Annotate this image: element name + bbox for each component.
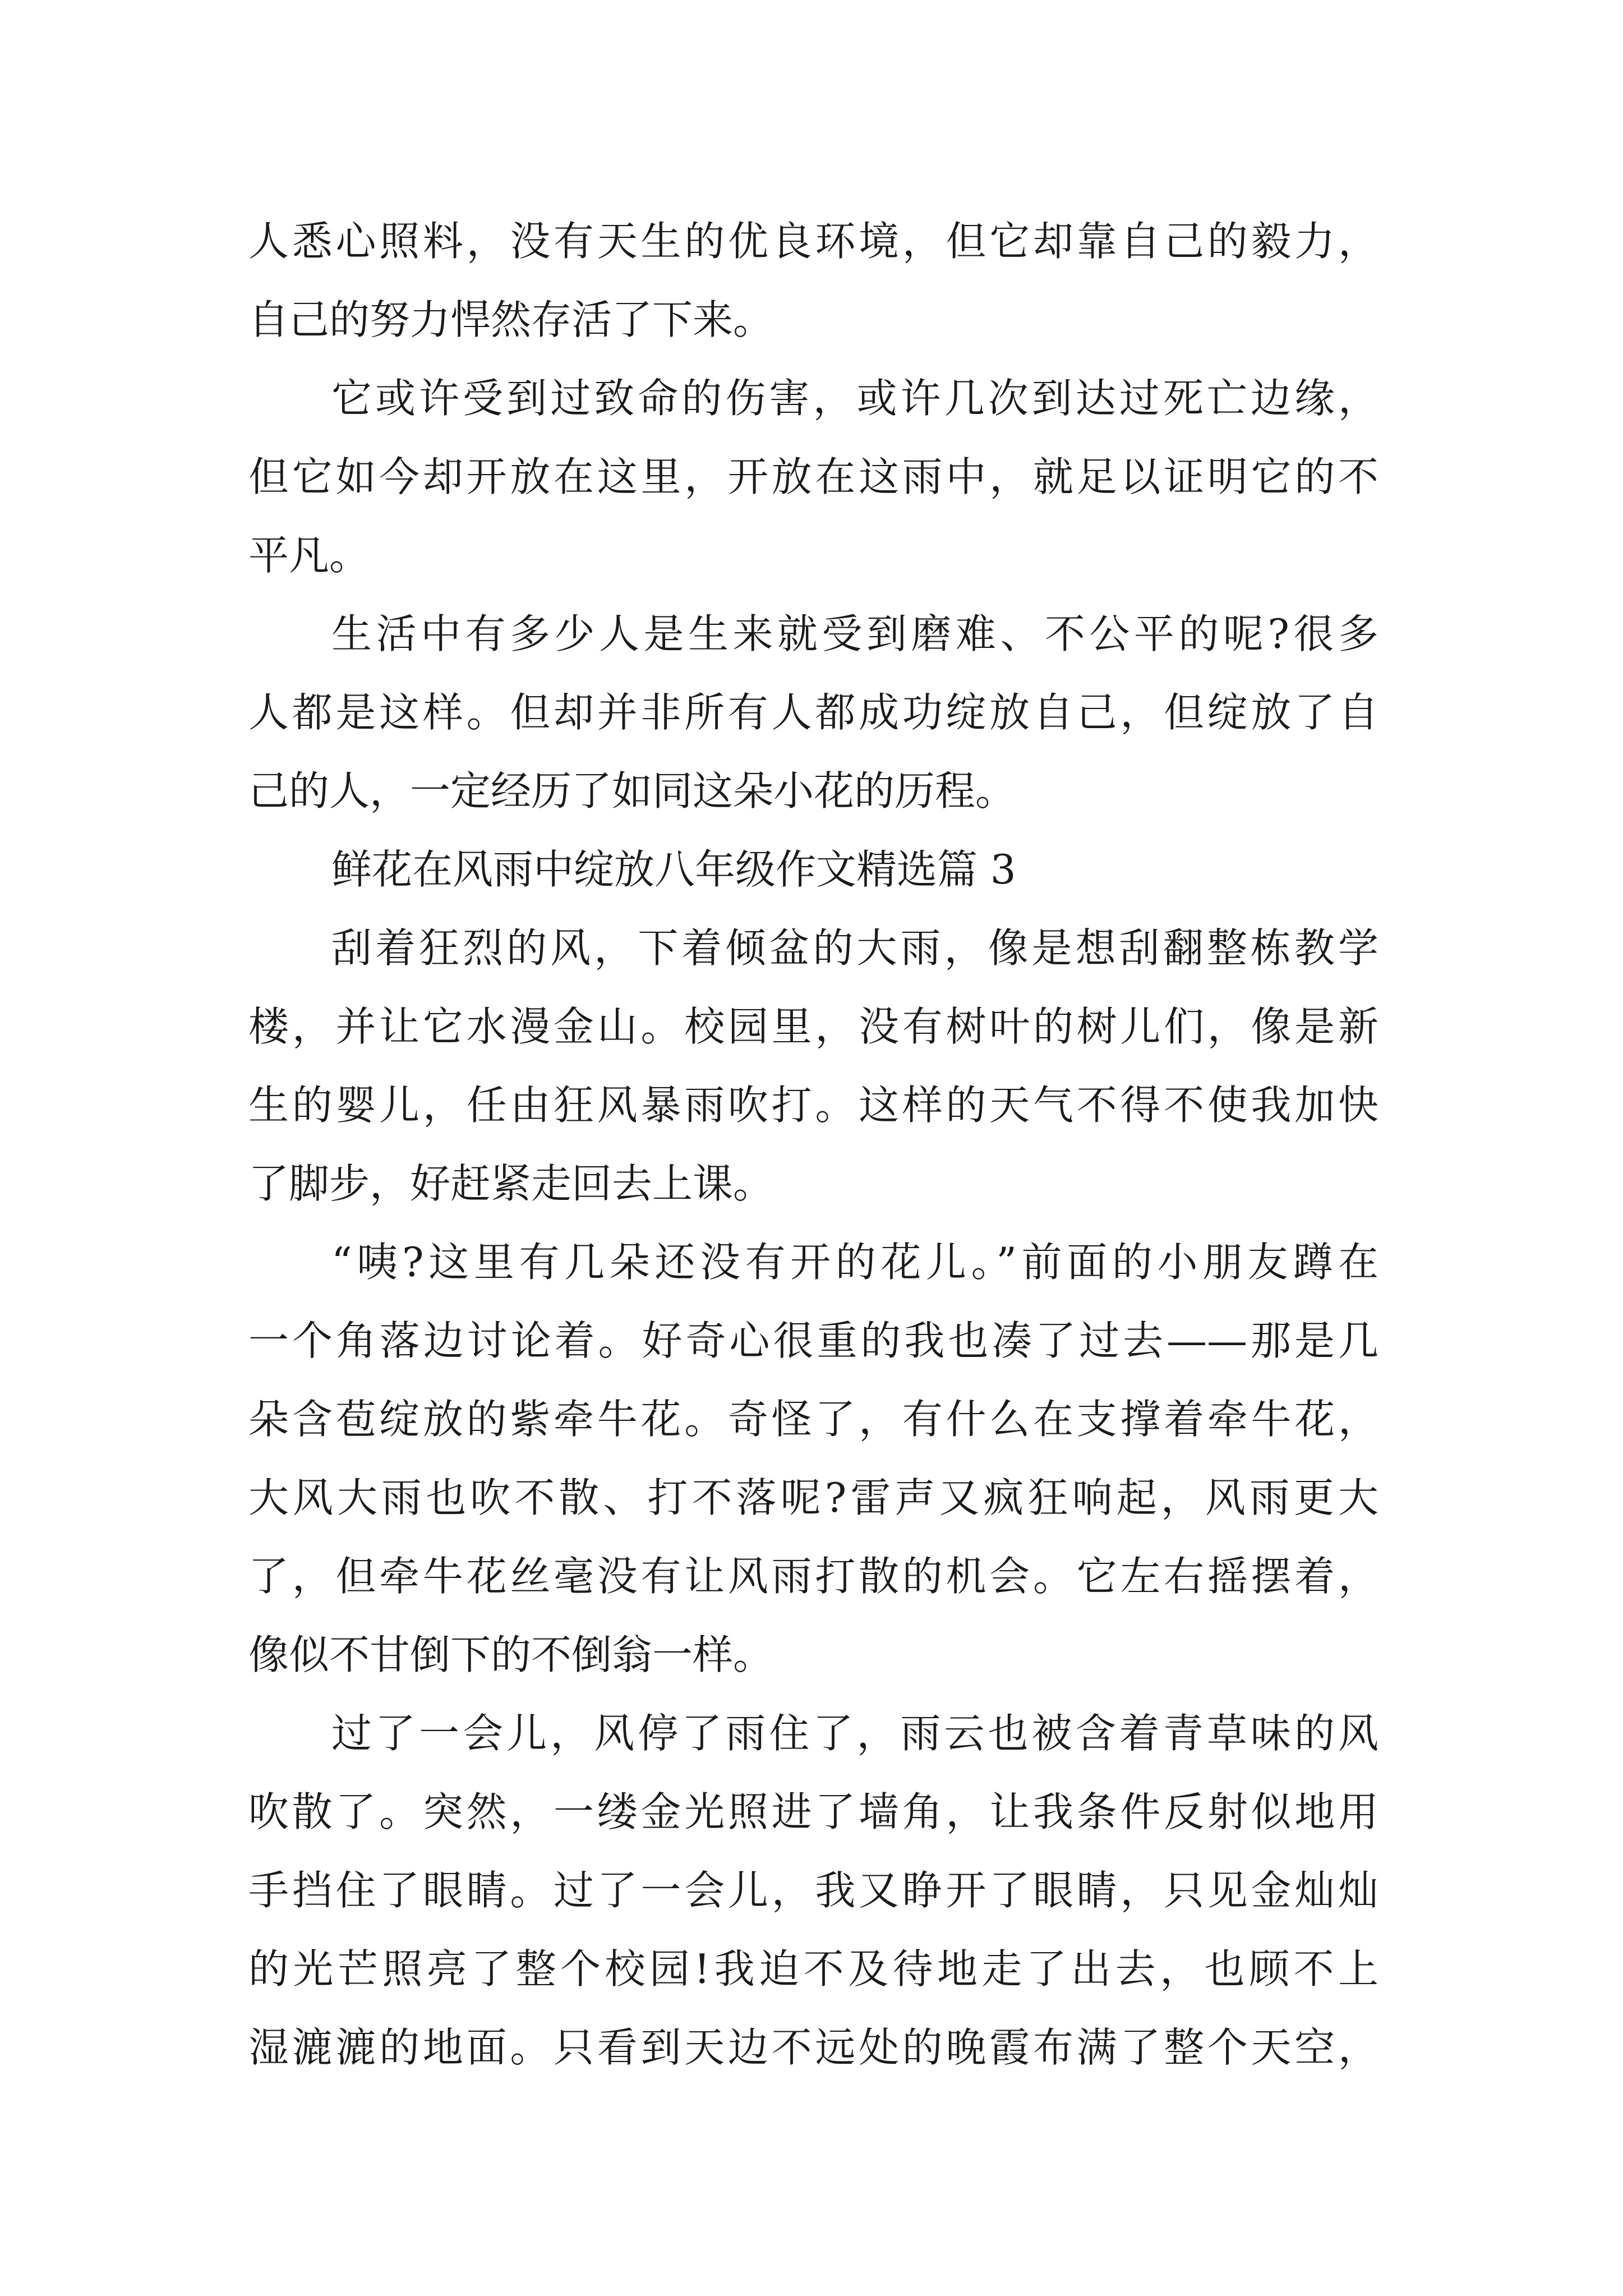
- text-line: 手挡住了眼睛。过了一会儿，我又睁开了眼睛，只见金灿灿: [248, 1867, 1378, 1914]
- text-line: 湿漉漉的地面。只看到天边不远处的晚霞布满了整个天空，: [248, 2024, 1378, 2071]
- paragraph-first-line: 刮着狂烈的风，下着倾盆的大雨，像是想刮翻整栋教学: [331, 924, 1378, 972]
- text-line: 的光芒照亮了整个校园!我迫不及待地走了出去，也顾不上: [248, 1945, 1378, 1993]
- text-line: 生的婴儿，任由狂风暴雨吹打。这样的天气不得不使我加快: [248, 1082, 1378, 1129]
- text-line: 吹散了。突然，一缕金光照进了墙角，让我条件反射似地用: [248, 1788, 1378, 1835]
- text-line: 了，但牵牛花丝毫没有让风雨打散的机会。它左右摇摆着，: [248, 1553, 1378, 1600]
- paragraph-first-line: 过了一会儿，风停了雨住了，雨云也被含着青草味的风: [331, 1710, 1378, 1757]
- text-line: 像似不甘倒下的不倒翁一样。: [248, 1631, 774, 1678]
- text-line: 一个角落边讨论着。好奇心很重的我也凑了过去——那是几: [248, 1317, 1378, 1364]
- text-line: 了脚步，好赶紧走回去上课。: [248, 1160, 774, 1207]
- text-line: 但它如今却开放在这里，开放在这雨中，就足以证明它的不: [248, 453, 1378, 500]
- paragraph-first-line: 它或许受到过致命的伤害，或许几次到达过死亡边缘，: [331, 375, 1378, 422]
- text-line: 自己的努力悍然存活了下来。: [248, 296, 774, 343]
- paragraph-first-line: “咦?这里有几朵还没有开的花儿。”前面的小朋友蹲在: [331, 1239, 1378, 1286]
- text-line: 人悉心照料，没有天生的优良环境，但它却靠自己的毅力，: [248, 218, 1378, 265]
- paragraph-first-line: 生活中有多少人是生来就受到磨难、不公平的呢?很多: [331, 610, 1378, 657]
- text-line: 平凡。: [248, 532, 370, 579]
- text-line: 朵含苞绽放的紫牵牛花。奇怪了，有什么在支撑着牵牛花，: [248, 1396, 1378, 1443]
- text-line: 大风大雨也吹不散、打不落呢?雷声又疯狂响起，风雨更大: [248, 1474, 1378, 1521]
- section-heading: 鲜花在风雨中绽放八年级作文精选篇 3: [331, 846, 1016, 893]
- text-line: 楼，并让它水漫金山。校园里，没有树叶的树儿们，像是新: [248, 1003, 1378, 1050]
- text-line: 人都是这样。但却并非所有人都成功绽放自己，但绽放了自: [248, 689, 1378, 736]
- text-line: 己的人，一定经历了如同这朵小花的历程。: [248, 767, 1016, 815]
- document-body: [248, 202, 1378, 2087]
